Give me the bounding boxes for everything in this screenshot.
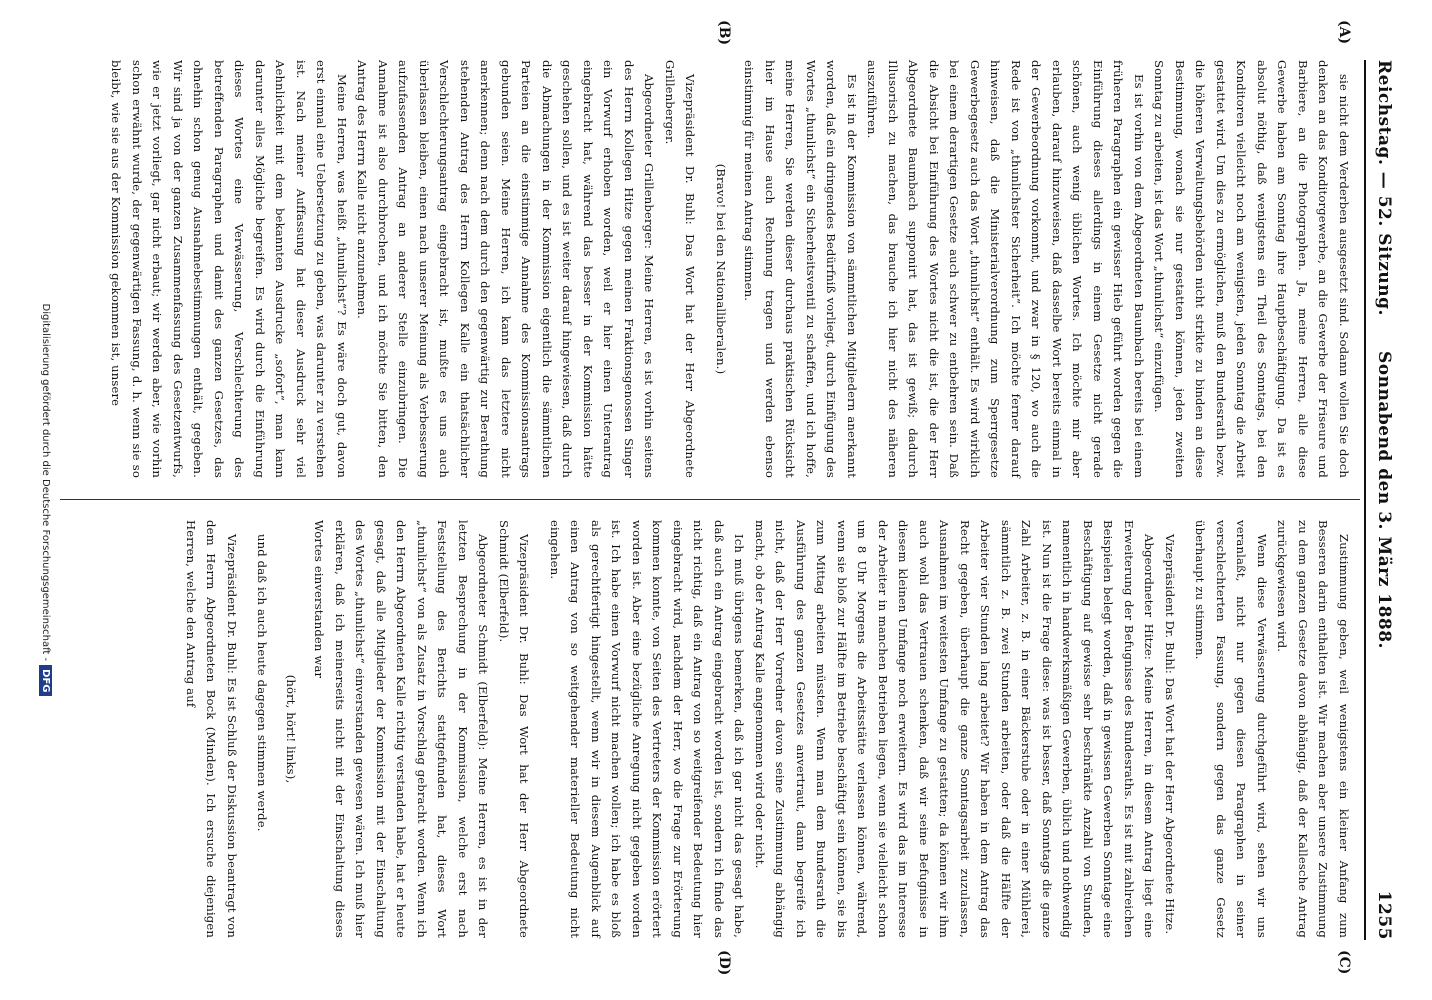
margin-letter-c: (C) xyxy=(1336,950,1352,975)
paragraph: Ich muß übrigens bemerken, daß ich gar nicht das gesagt habe, daß auch ein Antrag eingebracht worden ist, sondern ich finde das nicht richtig, daß ein Antrag von so weitgreifender Bedeutung hier eingebracht wird, nachdem der Herr, wo die Frage zur Erörterung kommen konnte, von Seiten des Vertreters der Kommission erörtert worden ist. Aber eine bezügliche Anregung nicht gegeben worden ist. Ich habe einen Vorwurf nicht machen wollen; ich habe es bloß als gerechtfertigt hingestellt, wenn wir in diesem Augenblick auf einen Antrag von so weitgehender materieller Bedeutung nicht eingehen. xyxy=(548,520,747,938)
paragraph: Es ist in der Kommission von sämmtlichen Mitgliedern anerkannt worden, daß ein dringendes Bedürfniß vorliegt, durch Einfügung des Wortes „thunlichst“ ein Sicherheitsventil zu schaffen, und ich hoffe, meine Herren, Sie werden dieser durchaus praktischen Rücksicht hier im Hause auch Rechnung tragen und werden ebenso einstimmig für meinen Antrag stimmen. xyxy=(742,60,859,478)
paragraph: Zustimmung geben, weil wenigstens ein kleiner Anfang zum Besseren darin enthalten ist. Wir machen aber unsere Zustimmung zu dem ganzen Gesetze davon abhängig, daß der Kallesche Antrag zurückgewiesen wird. xyxy=(1275,520,1351,938)
credit-text: Digitalisierung gefördert durch die Deutsche Forschungsgemeinschaft - xyxy=(40,303,51,662)
paragraph: Abgeordneter Hitze: Meine Herren, in diesem Antrag liegt eine Erweiterung der Befugnisse des Bundesraths. Es ist mit zahlreichen Beispielen belegt worden, daß in gewissen Gewerben Sonntage eine Beschäftigung auf gewisse sehr beschränkte Anzahl von Stunden, namentlich in handwerksmäßigen Gewerben, üblich und nothwendig ist. Nun ist die Frage diese: was ist besser, daß Sonntags die ganze Zahl Arbeiter, z. B. in einer Bäckerstube oder in einer Mühlerei, sämmtlich z. B. zwei Stunden arbeiten, oder daß die Hälfte der Arbeiter vier Stunden lang arbeitet? Wir haben in dem Antrag das Recht gegeben, überhaupt die ganze Sonntagsarbeit zuzulassen, Ausnahmen im weitesten Umfange zu gestatten; da können wir ihm auch wohl das Vertrauen schenken, daß wir seine Befugnisse in diesem kleinen Umfange noch erweitern. Es wird das im Interesse der Arbeiter in manchen Betrieben liegen, wenn sie vielleicht schon um 8 Uhr Morgens die Arbeitsstätte verlassen können, während, wenn sie bloß zur Hälfte im Betriebe beschäftigt sein können, sie bis zum Mittag arbeiten müssten. Wenn man dem Bundesrath die Ausführung des ganzen Gesetzes anvertraut, dann begreife ich nicht, daß der Herr Vorredner davon seine Zustimmung abhängig macht, ob der Antrag Kalle angenommen wird oder nicht. xyxy=(753,520,1157,938)
speaker-line: Vizepräsident Dr. Buhl: Das Wort hat der Herr Abgeordnete Grillenberger. xyxy=(663,60,698,478)
running-head-left: Reichstag. — 52. Sitzung. xyxy=(1374,60,1394,316)
speaker-line: Vizepräsident Dr. Buhl: Es ist Schluß der Diskussion beantragt von dem Herrn Abgeordneten Bock (Minden). Ich ersuche diejenigen Herren, welche den Antrag auf xyxy=(184,520,239,938)
left-column xyxy=(106,60,1354,478)
paragraph: Es ist vorhin von dem Abgeordneten Baumbach bereits bei einem früheren Paragraphen ein gewisser Hieb geführt worden gegen die Einführung dieses allerdings in einem Gesetze nicht gerade schönen, auch wenig üblichen Wortes. Ich möchte mir aber erlauben, darauf hinzuweisen, daß dasselbe Wort bereits einmal in der Gewerbeordnung vorkommt, und zwar in § 120, wo auch die Rede ist von „thunlichster Sicherheit“. Ich möchte ferner darauf hinweisen, daß die Ministerialverordnung zum Sperrgesetze Gewerbegesetz auch das Wort „thunlichst“ enthält. Es wird wirklich bei einem derartigen Gesetze auch schwer zu entbehren sein. Daß die Absicht bei Einführung des Wortes nicht die ist, die der Herr Abgeordnete Baumbach supponirt hat, das ist gewiß; dadurch Illusorisch zu machen, das brauche ich hier nicht des näheren auszuführen. xyxy=(865,60,1146,478)
header-rule xyxy=(1364,60,1366,940)
paragraph: Wenn diese Verwässerung durchgeführt wird, sehen wir uns veranlaßt, nicht nur gegen diesen Paragraphen in seiner verschlechterten Fassung, sondern gegen das ganze Gesetz überhaupt zu stimmen. xyxy=(1193,520,1269,938)
paragraph: Abgeordneter Schmidt (Elberfeld): Meine Herren, es ist in der letzten Besprechung in der Kommission, welche erst nach Feststellung des Berichts stattgefunden hat, dieses Wort „thunlichst“ von als Zusatz in Vorschlag gebracht worden. Wenn ich den Herrn Abgeordneten Kalle richtig verstanden habe, hat er heute gesagt, daß alle Mitglieder der Kommission mit der Einschaltung des Wortes „thunlichst“ einverstanden gewesen wären. Ich muß hier erklären, daß ich meinerseits nicht mit der Einschaltung dieses Wortes einverstanden war xyxy=(312,520,491,938)
column-divider xyxy=(60,499,1360,500)
digitization-credit xyxy=(39,60,52,940)
running-head xyxy=(1370,60,1394,940)
margin-letter-d: (D) xyxy=(716,950,732,976)
paragraph: sie nicht dem Verderben ausgesetzt sind. Sodann wollen Sie doch denken an das Konditorgewerbe, an die Gewerbe der Friseure und Barbiere, an die Photographen. Ja, meine Herren, alle diese Gewerbe haben am Sonntag ihre Hauptbeschäftigung. Da ist es absolut nöthig, daß wenigstens ein Theil des Sonntags, bei den Konditoren vielleicht noch am wenigsten, jeden Sonntag die Arbeit gestattet wird. Um dies zu ermöglichen, muß den Bundesrath bezw. die höheren Verwaltungsbehörden nicht strikte zu binden an diese Bestimmung, wonach sie nur gestatten können, jeden zweiten Sonntag zu arbeiten, ist das Wort „thunlichst“ einzufügen. xyxy=(1152,60,1351,478)
right-column xyxy=(181,520,1355,938)
margin-letter-a: (A) xyxy=(1336,20,1352,45)
dfg-logo: DFG xyxy=(39,665,52,696)
interjection: (Bravo! bei den Nationalliberalen.) xyxy=(714,163,728,375)
paragraph: Meine Herren, was heißt „thunlichst“? Es wäre doch gut, davon erst einmal eine Uebersetzung zu geben, was darunter zu verstehen ist. Nach meiner Auffassung hat dieser Ausdruck sehr viel Aehnlichkeit mit dem bekannten Ausdrucke „sofort“, man kann darunter alles Mögliche begreifen. Es wird durch die Einführung dieses Wortes eine Verwässerung, Verschlechterung des betreffenden Paragraphen und damit des ganzen Gesetzes, das ohnehin schon genug Ausnahmebestimmungen enthält, gegeben. Wir sind ja von der ganzen Zusammenfassung des Gesetzentwurfs, wie er jetzt vorliegt, gar nicht erbaut; wir werden aber, wie vorhin schon erwähnt wurde, der gegenwärtigen Fassung, d. h. wenn sie so bleibt, wie sie aus der Kommission gekommen ist, unsere xyxy=(109,60,349,478)
paragraph: Abgeordneter Grillenberger: Meine Herren, es ist vorhin seitens des Herrn Kollegen Hitze gegen meinen Fraktionsgenossen Singer ein Vorwurf erhoben worden, weil er hier einen Unterantrag eingebracht hat, während das besser in der Kommission hätte geschehen sollen, und es ist weiter darauf hingewiesen, daß durch die Abmachungen in der Kommission eigentlich die sämmtlichen Parteien an die einstimmige Annahme des Kommissionsantrags gebunden seien. Meine Herren, ich kann das letztere nicht anerkennen; denn nach dem durch den gegenwärtig zur Berathung stehenden Antrag des Herrn Kollegen Kalle ein thatsächlicher Verschlechterungsantrag eingebracht ist, mußte es uns auch überlassen bleiben, einen nach unserer Meinung als Verbesserung aufzufassenden Antrag an anderer Stelle einzubringen. Die Annahme ist also durchbrochen, und ich möchte Sie bitten, den Antrag des Herrn Kalle nicht anzunehmen. xyxy=(355,60,657,478)
page-number: 1255 xyxy=(1374,890,1394,940)
running-head-date: Sonnabend den 3. März 1888. xyxy=(1374,351,1394,649)
interjection: (hört, hört! links), xyxy=(284,674,298,784)
speaker-line: Vizepräsident Dr. Buhl: Das Wort hat der Herr Abgeordnete Schmidt (Elberfeld). xyxy=(497,520,532,938)
margin-letter-b: (B) xyxy=(716,20,732,46)
paragraph: und daß ich auch heute dagegen stimmen werde. xyxy=(255,534,270,832)
speaker-line: Vizepräsident Dr. Buhl: Das Wort hat der Herr Abgeordnete Hitze. xyxy=(1163,534,1177,935)
